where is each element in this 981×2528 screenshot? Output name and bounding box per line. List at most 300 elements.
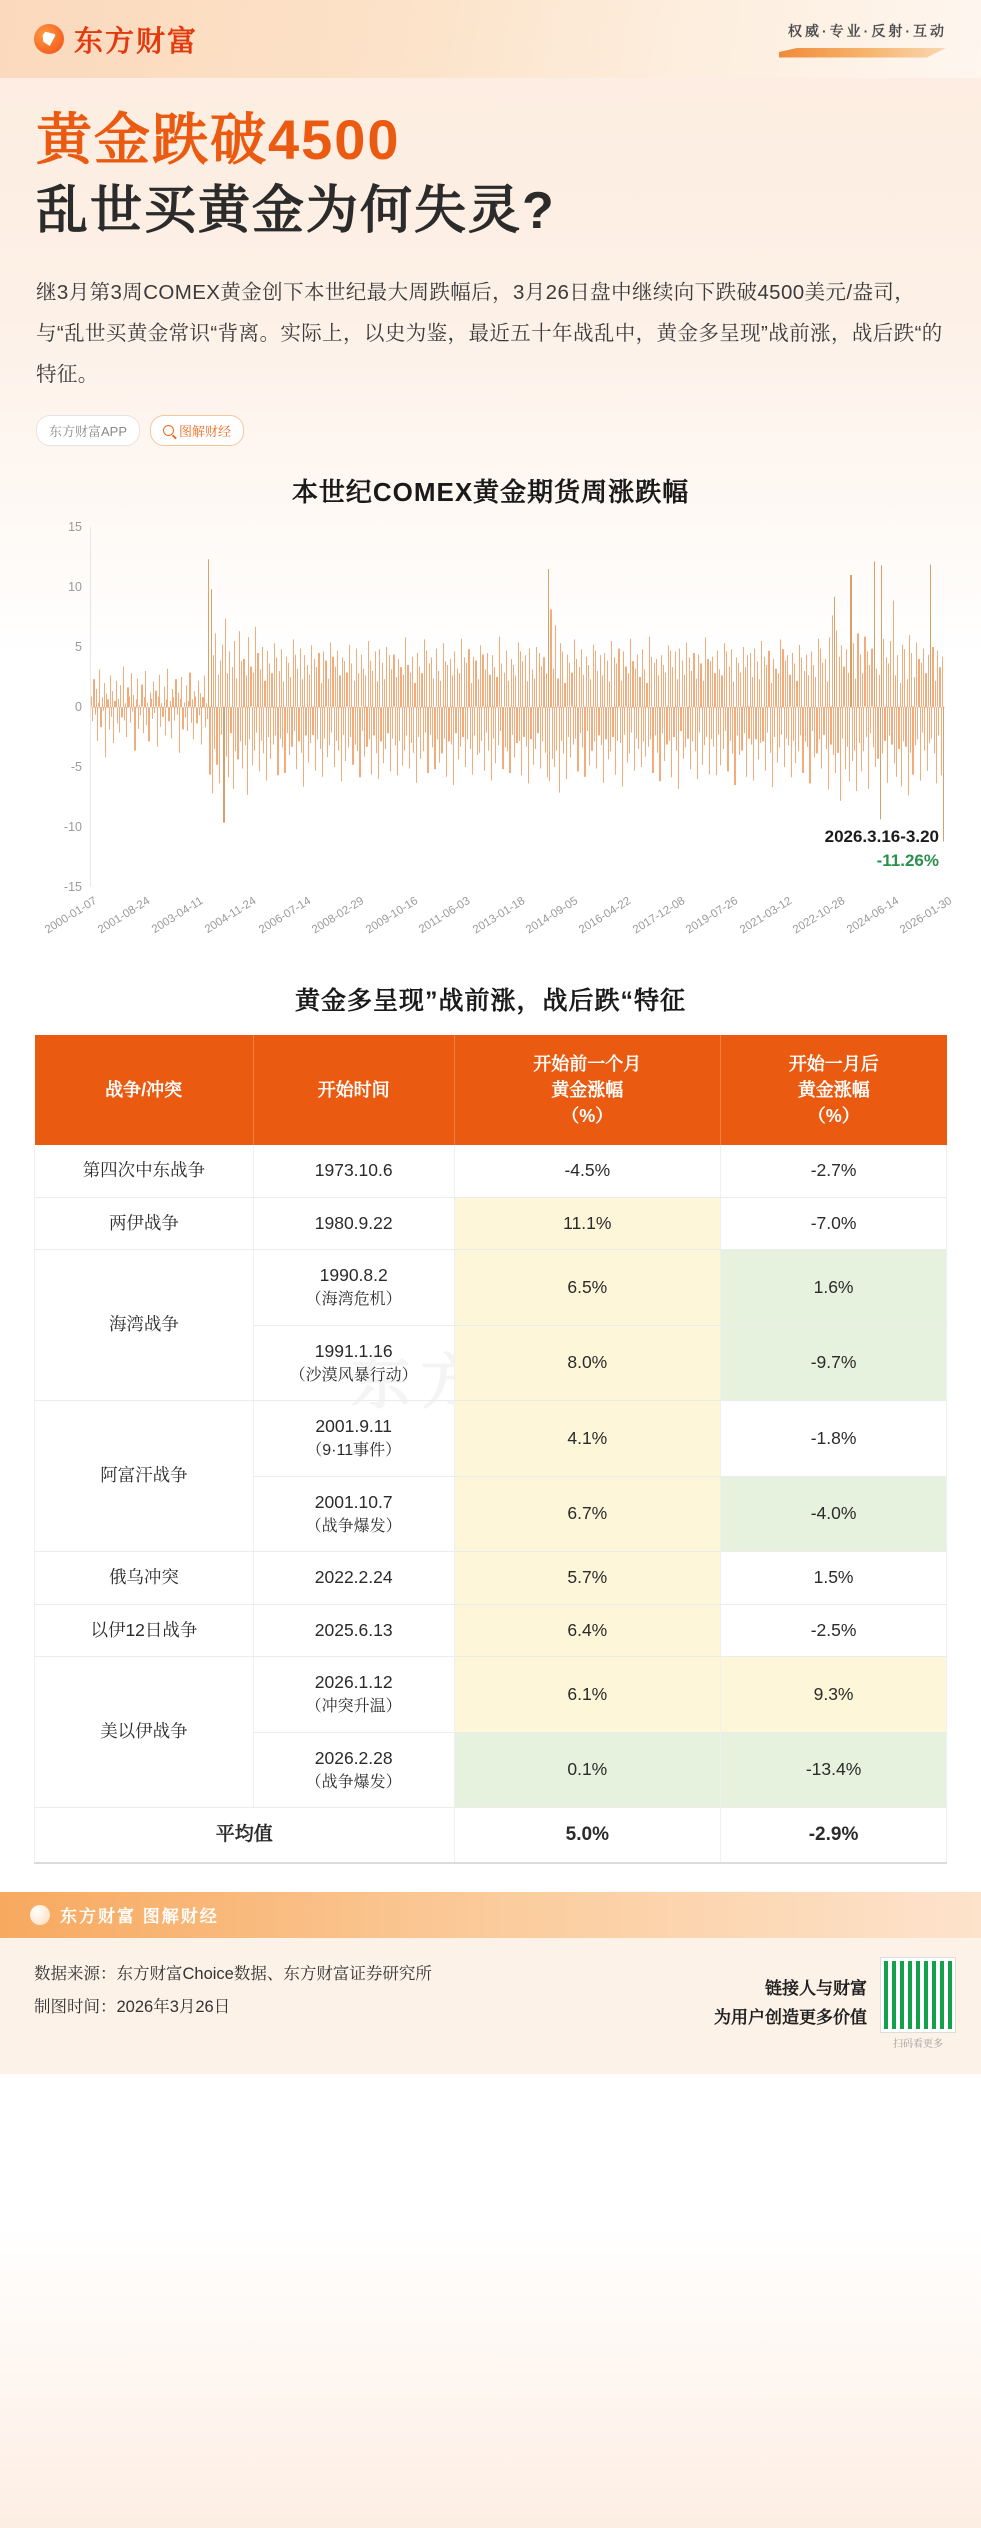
bar: [580, 707, 581, 733]
x-tick: 2019-07-26: [684, 894, 741, 937]
x-tick: 2026-01-30: [897, 894, 955, 937]
bar: [575, 707, 576, 738]
cell-date: 1973.10.6: [253, 1145, 454, 1197]
bar: [287, 707, 288, 733]
bar: [100, 707, 101, 727]
cell-war: 阿富汗战争: [35, 1401, 254, 1552]
y-tick: 0: [75, 699, 82, 714]
bar: [208, 559, 209, 707]
bar: [532, 670, 533, 707]
bar: [211, 589, 212, 707]
bar: [596, 707, 597, 768]
bar: [904, 649, 905, 707]
bar: [173, 697, 174, 707]
bar: [245, 707, 246, 745]
bar: [857, 634, 858, 707]
bar: [567, 654, 568, 707]
x-tick: 2003-04-11: [149, 894, 206, 936]
bar: [725, 707, 726, 731]
tag-topic[interactable]: [150, 415, 244, 446]
bar: [886, 658, 887, 707]
footer-source: 数据来源：东方财富Choice数据、东方财富证券研究所: [34, 1964, 432, 1983]
bar: [201, 707, 202, 744]
bar: [479, 707, 480, 753]
bar: [603, 707, 604, 783]
qr-code-icon[interactable]: [881, 1958, 955, 2032]
table-wrap: [0, 1035, 981, 1864]
footer-bar: [0, 1892, 981, 1938]
bar: [662, 707, 663, 733]
bar: [334, 707, 335, 767]
cell-after: -7.0%: [721, 1197, 947, 1249]
bar: [540, 707, 541, 768]
bar: [239, 631, 240, 707]
bar: [220, 660, 221, 707]
bar: [898, 707, 899, 749]
bar: [734, 707, 735, 785]
bar: [141, 684, 142, 707]
bar: [522, 661, 523, 707]
x-tick: 2022-10-28: [791, 894, 848, 937]
bar: [635, 669, 636, 707]
tag-app: 东方财富APP: [36, 415, 140, 446]
bar: [622, 707, 623, 786]
bar: [927, 707, 928, 771]
bar: [917, 707, 918, 739]
bar: [541, 666, 542, 707]
bar: [747, 655, 748, 707]
bar: [316, 667, 317, 707]
bar: [419, 666, 420, 707]
bar: [209, 707, 210, 774]
bar: [721, 676, 722, 707]
bar: [847, 707, 848, 747]
table-row: [35, 1656, 947, 1732]
bar: [207, 707, 208, 719]
bar: [431, 658, 432, 707]
bar: [539, 653, 540, 707]
bar: [423, 707, 424, 751]
bar: [648, 707, 649, 747]
bar: [929, 707, 930, 743]
bar: [761, 641, 762, 707]
bar: [280, 707, 281, 738]
bar: [440, 681, 441, 707]
bar: [146, 707, 147, 725]
bar: [614, 658, 615, 707]
bar: [162, 707, 163, 717]
title-block: [0, 78, 981, 246]
cell-before: 8.0%: [454, 1325, 721, 1401]
cell-after: -13.4%: [721, 1732, 947, 1808]
bar: [867, 652, 868, 707]
bar: [450, 659, 451, 707]
bar: [768, 651, 769, 707]
bar: [448, 707, 449, 742]
bar: [901, 707, 902, 786]
bar: [417, 653, 418, 707]
bar: [402, 707, 403, 766]
cell-date: 1990.8.2 （海湾危机）: [253, 1249, 454, 1325]
bar: [96, 689, 97, 707]
bar: [706, 707, 707, 737]
bar: [460, 707, 461, 747]
bar: [525, 655, 526, 707]
war-gold-table: [34, 1035, 947, 1864]
bar: [284, 707, 285, 773]
bar: [661, 655, 662, 707]
bar: [99, 670, 100, 707]
bar: [615, 707, 616, 774]
bar: [683, 707, 684, 759]
bar: [587, 707, 588, 731]
x-tick: 2024-06-14: [844, 894, 901, 937]
bar: [932, 647, 933, 707]
bar: [607, 660, 608, 707]
cell-date: 2025.6.13: [253, 1604, 454, 1656]
bar: [103, 707, 104, 711]
bar: [366, 707, 367, 747]
bar: [821, 707, 822, 768]
bar: [377, 682, 378, 707]
bar: [827, 682, 828, 707]
bar: [119, 707, 120, 732]
bar: [654, 663, 655, 707]
bar: [826, 707, 827, 749]
chart-block: [0, 472, 981, 947]
bar: [214, 707, 215, 749]
bar: [204, 676, 205, 707]
bar: [445, 661, 446, 707]
bar: [868, 707, 869, 789]
bar: [820, 648, 821, 707]
bar: [349, 645, 350, 707]
bar: [590, 679, 591, 707]
bar: [222, 645, 223, 707]
cell-before: 6.7%: [454, 1476, 721, 1552]
bar: [638, 707, 639, 749]
cell-date: 2001.10.7 （战争爆发）: [253, 1476, 454, 1552]
table-title: 黄金多呈现”战前涨，战后跌“特征: [294, 986, 686, 1015]
bar: [584, 707, 585, 777]
bar: [215, 634, 216, 707]
bar: [569, 663, 570, 707]
bar: [446, 707, 447, 777]
bar: [679, 648, 680, 707]
bar: [473, 657, 474, 707]
bar: [112, 691, 113, 707]
bar: [612, 707, 613, 737]
bar: [230, 707, 231, 733]
bar: [392, 707, 393, 738]
bar: [218, 675, 219, 707]
bar: [436, 648, 437, 707]
x-tick: 2008-02-29: [310, 894, 367, 937]
bar: [276, 658, 277, 707]
bar: [336, 707, 337, 741]
bar: [498, 707, 499, 745]
x-tick: 2013-01-18: [470, 894, 527, 937]
bar: [243, 659, 244, 707]
table-body: [35, 1145, 947, 1862]
bar: [630, 639, 631, 707]
bar: [623, 652, 624, 707]
bar: [464, 658, 465, 707]
bar: [385, 707, 386, 749]
bar: [237, 707, 238, 760]
bar: [193, 707, 194, 739]
bar: [393, 654, 394, 707]
bar: [809, 707, 810, 784]
bar: [922, 707, 923, 732]
bar: [200, 694, 201, 707]
bar: [795, 707, 796, 763]
bar: [297, 669, 298, 707]
bar: [407, 665, 408, 707]
bar: [671, 707, 672, 778]
bar: [91, 696, 92, 707]
bar: [520, 652, 521, 707]
cell-date: 1980.9.22: [253, 1197, 454, 1249]
bar: [282, 707, 283, 748]
y-tick: 10: [68, 579, 82, 594]
bar: [571, 672, 572, 707]
x-tick: 2001-08-24: [96, 894, 153, 937]
bar: [828, 707, 829, 790]
bar: [154, 707, 155, 713]
cell-total-after: -2.9%: [721, 1808, 947, 1863]
bar: [508, 681, 509, 707]
bar: [453, 707, 454, 785]
bar: [516, 707, 517, 743]
bar: [881, 565, 882, 707]
x-tick: 2014-09-05: [523, 894, 581, 937]
bar: [650, 707, 651, 739]
bar: [266, 707, 267, 780]
bar: [400, 667, 401, 707]
bar: [791, 707, 792, 778]
bar: [430, 707, 431, 735]
bar: [937, 651, 938, 707]
cell-date: 2022.2.24: [253, 1552, 454, 1604]
bar: [129, 696, 130, 707]
footer-right: [714, 1958, 955, 2050]
brand: [34, 19, 198, 60]
bar: [736, 658, 737, 707]
bar: [666, 707, 667, 744]
bar: [324, 707, 325, 738]
bar: [762, 707, 763, 742]
bar: [174, 707, 175, 720]
bar: [687, 707, 688, 738]
bar: [509, 707, 510, 773]
x-tick: 2004-11-24: [203, 894, 259, 936]
header-slogan-wrap: [779, 21, 947, 58]
cell-total-label: 平均值: [35, 1808, 455, 1863]
bar: [664, 707, 665, 761]
bar: [652, 707, 653, 773]
bar: [562, 652, 563, 707]
bar: [920, 707, 921, 780]
bar: [118, 699, 119, 707]
bar: [861, 707, 862, 772]
bar: [465, 707, 466, 767]
bar: [935, 681, 936, 707]
bar: [787, 655, 788, 707]
bar: [691, 671, 692, 707]
slogan-decor-bar: [779, 48, 947, 58]
bar: [338, 707, 339, 750]
bar: [888, 664, 889, 707]
bar: [489, 675, 490, 707]
table-header-cell: 开始时间: [253, 1035, 454, 1145]
bar: [212, 707, 213, 793]
bar: [413, 707, 414, 753]
bar: [739, 707, 740, 755]
search-icon: [163, 425, 174, 436]
bar: [318, 653, 319, 707]
bar: [383, 707, 384, 763]
page-header: [0, 0, 981, 78]
bar: [250, 666, 251, 707]
bar: [267, 651, 268, 707]
bar: [692, 707, 693, 742]
bar: [806, 654, 807, 707]
bar: [718, 707, 719, 735]
bar: [798, 707, 799, 751]
bar: [358, 673, 359, 707]
chart-annotation: [825, 827, 939, 871]
bar: [399, 707, 400, 741]
bar: [328, 678, 329, 707]
bar: [658, 676, 659, 707]
bar: [891, 707, 892, 744]
bar: [659, 707, 660, 781]
bar: [221, 707, 222, 735]
bar: [301, 707, 302, 753]
bar: [310, 707, 311, 743]
bar: [233, 707, 234, 789]
bar: [781, 707, 782, 735]
bar: [330, 642, 331, 707]
y-tick: 5: [75, 639, 82, 654]
bar: [627, 707, 628, 762]
chart-area: [42, 519, 955, 947]
bar: [387, 707, 388, 733]
bar: [477, 707, 478, 755]
bar: [855, 678, 856, 707]
bar: [705, 637, 706, 707]
bar: [499, 636, 500, 707]
bar: [882, 707, 883, 754]
bar: [748, 707, 749, 738]
bar: [754, 648, 755, 707]
page-subtitle: 乱世买黄金为何失灵?: [36, 182, 556, 241]
bar: [737, 707, 738, 736]
x-axis-ticks: [42, 893, 955, 947]
bar: [458, 707, 459, 760]
table-row: [35, 1197, 947, 1249]
x-tick: 2017-12-08: [630, 894, 687, 937]
bar: [252, 707, 253, 766]
bar: [840, 707, 841, 801]
bar: [564, 683, 565, 707]
qr-caption: 扫码看更多: [893, 2038, 943, 2050]
bar: [475, 660, 476, 707]
bar: [829, 637, 830, 707]
bar: [160, 707, 161, 726]
cell-after: 1.5%: [721, 1552, 947, 1604]
bar: [152, 707, 153, 719]
bar: [229, 652, 230, 707]
cell-before: 6.5%: [454, 1249, 721, 1325]
bar: [246, 676, 247, 707]
bar: [372, 671, 373, 707]
qr-wrap[interactable]: [881, 1958, 955, 2050]
bar: [724, 643, 725, 707]
bar: [884, 707, 885, 741]
bar: [412, 657, 413, 707]
bar: [234, 641, 235, 707]
bar: [852, 707, 853, 761]
bar: [729, 666, 730, 707]
bar: [670, 651, 671, 707]
bar: [733, 682, 734, 707]
bar: [171, 707, 172, 738]
bar: [405, 637, 406, 707]
bar: [618, 648, 619, 707]
bar: [910, 707, 911, 753]
table-row: [35, 1401, 947, 1477]
bar: [560, 643, 561, 707]
bar: [418, 707, 419, 737]
bar: [862, 673, 863, 707]
bar: [294, 707, 295, 731]
bar: [178, 693, 179, 707]
cell-after: 9.3%: [721, 1656, 947, 1732]
bar: [472, 707, 473, 774]
bar: [903, 707, 904, 742]
chart-title: 本世纪COMEX黄金期货周涨跌幅: [291, 476, 690, 507]
bar: [109, 707, 110, 730]
bar: [549, 707, 550, 781]
cell-war: 第四次中东战争: [35, 1145, 254, 1197]
bar: [550, 610, 551, 707]
footer-slogan-line1: 链接人与财富: [765, 1978, 867, 1998]
bar: [896, 707, 897, 777]
bar: [317, 707, 318, 739]
tag-topic-label: 图解财经: [179, 423, 232, 439]
bar: [839, 657, 840, 707]
bar: [792, 653, 793, 707]
bar: [656, 659, 657, 707]
cell-war: 海湾战争: [35, 1249, 254, 1400]
bar: [543, 658, 544, 707]
bar: [621, 681, 622, 707]
bar: [132, 707, 133, 712]
bar: [426, 651, 427, 707]
bar: [314, 659, 315, 707]
cell-war: 美以伊战争: [35, 1656, 254, 1807]
bar: [365, 676, 366, 707]
bar: [685, 707, 686, 748]
bar: [275, 707, 276, 736]
bar: [396, 677, 397, 707]
bar: [915, 707, 916, 745]
bar: [822, 663, 823, 707]
bar: [256, 707, 257, 732]
bar: [758, 707, 759, 760]
